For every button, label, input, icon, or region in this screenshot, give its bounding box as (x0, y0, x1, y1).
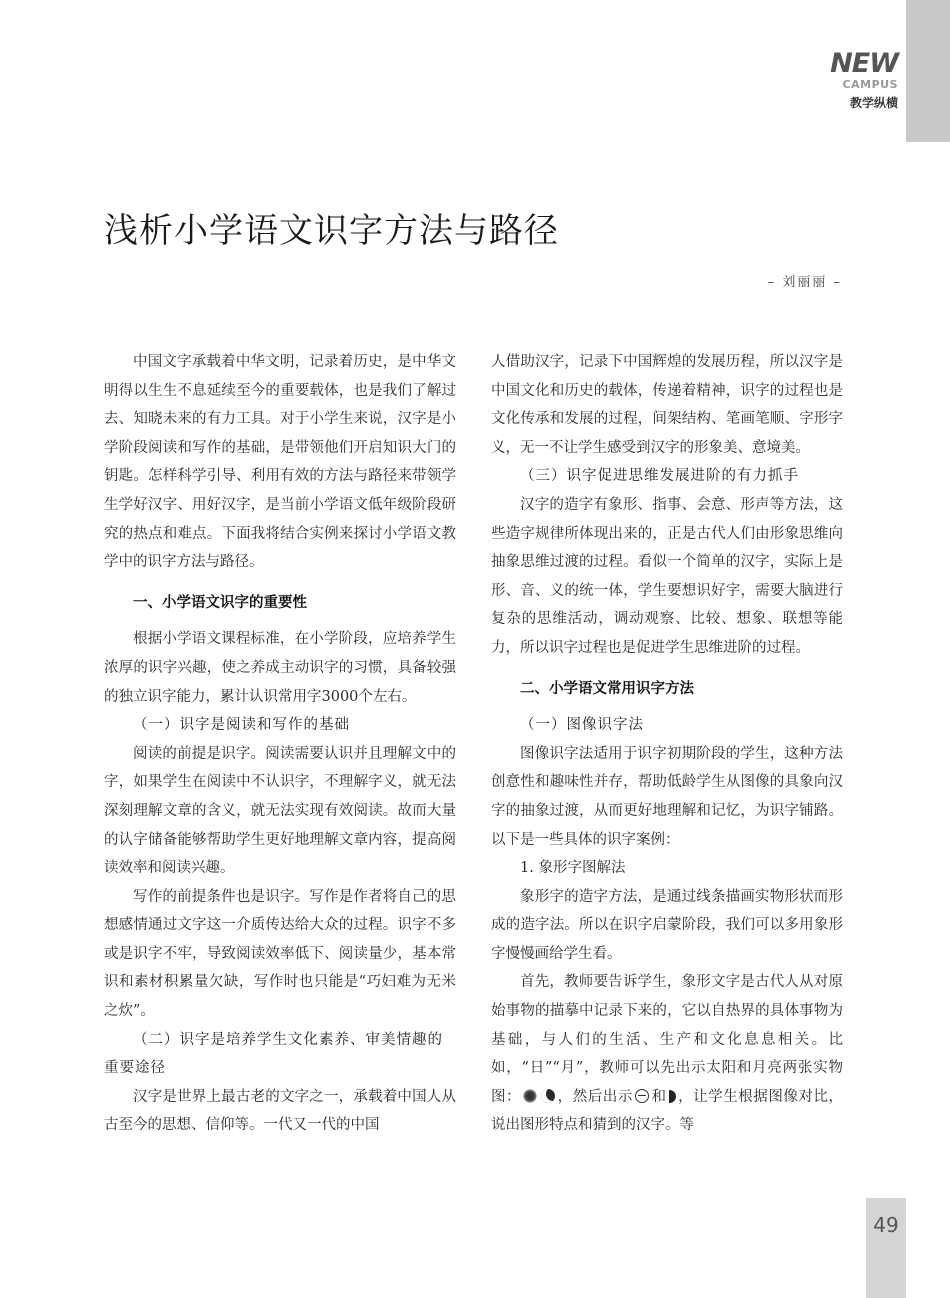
paragraph-text: 和 (650, 1088, 667, 1105)
body-paragraph: 写作的前提条件也是识字。写作是作者将自己的思想感情通过文字这一介质传达给大众的过程。识字不多或是识字不牢，导致阅读效率低下、阅读量少，基本常识和素材积累量欠缺，写作时也只能是“巧妇难为无米之炊”。 (104, 888, 456, 1020)
body-paragraph: 汉字的造字有象形、指事、会意、形声等方法，这些造字规律所体现出来的，正是古代人们由形象思维向抽象思维过渡的过程。看似一个简单的汉字，实际上是形、音、义的统一体，学生要想识好字，需要大脑进行复杂的思维活动，调动观察、比较、想象、联想等能力，所以识字过程也是促进学生思维进阶的过程。 (491, 496, 843, 656)
column-name: 教学纵横 (849, 96, 898, 110)
body-paragraph: 象形字的造字方法，是通过线条描画实物形状而形成的造字法。所以在识字启蒙阶段，我们可以多用象形字慢慢画给学生看。 (491, 888, 843, 962)
section-heading-2: 二、小学语文常用识字方法 (520, 680, 694, 697)
left-column (104, 348, 456, 1140)
magazine-brand (830, 50, 898, 111)
list-heading: 1. 象形字图解法 (520, 860, 626, 877)
moon-pictograph-icon (669, 1090, 676, 1103)
body-paragraph: 阅读的前提是识字。阅读需要认识并且理解文中的字，如果学生在阅读中不认识字，不理解字义，就无法深刻理解文章的含义，就无法实现有效阅读。故而大量的认字储备能够帮助学生更好地理解文章内容，提高阅读效率和阅读兴趣。 (104, 745, 456, 877)
intro-paragraph: 中国文字承载着中华文明，记录着历史，是中华文明得以生生不息延续至今的重要载体，也是我们了解过去、知晓未来的有力工具。对于小学生来说，汉字是小学阶段阅读和写作的基础，是带领他们开启知识大门的钥匙。怎样科学引导、利用有效的方法与路径来带领学生学好汉字、用好汉字，是当前小学语文低年级阶段研究的热点和难点。下面我将结合实例来探讨小学语文教学中的识字方法与路径。 (104, 354, 456, 571)
subsection-heading: （一）识字是阅读和写作的基础 (133, 717, 350, 734)
brand-new-logo: NEW (830, 48, 898, 79)
body-paragraph: 根据小学语文课程标准，在小学阶段，应培养学生浓厚的识字兴趣，使之养成主动识字的习惯，具备较强的独立识字能力，累计认识常用字3000个左右。 (104, 631, 456, 705)
paragraph-text: ，然后出示 (557, 1088, 633, 1105)
subsection-heading: （三）识字促进思维发展进阶的有力抓手 (520, 468, 799, 485)
body-paragraph-with-glyphs (491, 968, 843, 1140)
article-author: – 刘丽丽 – (767, 275, 842, 290)
paragraph-text: ，让学生根据图像对比，说出图形特点和猜到的汉字。等 (491, 1088, 844, 1134)
sun-pictograph-icon (635, 1089, 649, 1103)
page-number: 49 (873, 1213, 899, 1237)
body-paragraph-continued: 人借助汉字，记录下中国辉煌的发展历程，所以汉字是中国文化和历史的载体，传递着精神，识字的过程也是文化传承和发展的过程，间架结构、笔画笔顺、字形字义，无一不让学生感受到汉字的形象美、意境美。 (491, 354, 843, 456)
section-heading-1: 一、小学语文识字的重要性 (133, 594, 307, 611)
subsection-heading: （二）识字是培养学生文化素养、审美情趣的重要途径 (104, 1031, 443, 1077)
body-paragraph: 图像识字法适用于识字初期阶段的学生，这种方法创意性和趣味性并存，帮助低龄学生从图像的具象向汉字的抽象过渡，从而更好地理解和记忆，为识字铺路。以下是一些具体的识字案例： (491, 745, 843, 848)
article-title: 浅析小学语文识字方法与路径 (104, 211, 559, 251)
subsection-heading: （一）图像识字法 (520, 717, 644, 734)
moon-image-icon (541, 1089, 555, 1103)
sun-image-icon (523, 1089, 537, 1103)
body-paragraph: 汉字是世界上最古老的文字之一，承载着中国人从古至今的思想、信仰等。一代又一代的中国 (104, 1088, 456, 1134)
right-column (491, 348, 843, 1140)
paragraph-text: 首先，教师要告诉学生，象形文字是古代人从对原始事物的描摹中记录下来的，它以自热界的具体事物为基础，与人们的生活、生产和文化息息相关。比如，“日”“月”，教师可以先出示太阳和月亮两张实物图： (491, 974, 843, 1105)
header-color-block (906, 0, 950, 142)
brand-campus-logo: CAMPUS (842, 78, 898, 91)
